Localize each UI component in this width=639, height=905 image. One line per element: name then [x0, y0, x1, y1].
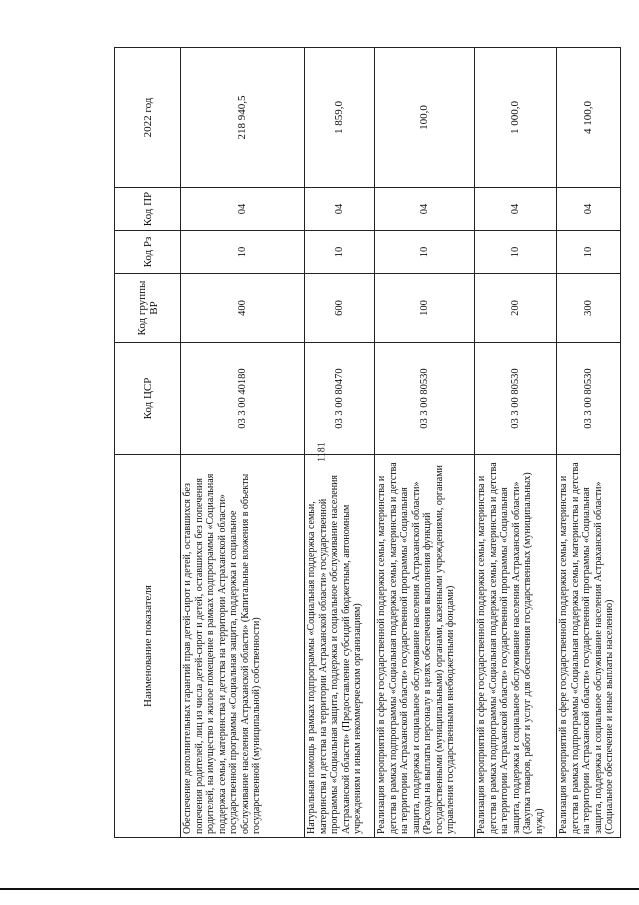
row-csr: 03 3 00 80530 [557, 343, 621, 455]
header-pr: Код ПР [115, 188, 181, 231]
table-row [375, 48, 475, 838]
row-csr: 03 3 00 80530 [375, 343, 475, 455]
header-row [115, 48, 181, 838]
table-row [181, 48, 305, 838]
bottom-rule [0, 888, 639, 890]
row-rz: 10 [305, 231, 375, 274]
row-amount: 218 940,5 [181, 48, 305, 188]
budget-table [114, 47, 621, 838]
page-number: 1181 [316, 442, 328, 462]
row-vr: 200 [475, 274, 557, 343]
table-row [305, 48, 375, 838]
table-row [475, 48, 557, 838]
row-pr: 04 [305, 188, 375, 231]
header-group-vr: Код группы ВР [115, 274, 181, 343]
row-amount: 4 100,0 [557, 48, 621, 188]
row-vr: 300 [557, 274, 621, 343]
row-pr: 04 [181, 188, 305, 231]
row-pr: 04 [475, 188, 557, 231]
row-vr: 400 [181, 274, 305, 343]
budget-table-container [114, 48, 620, 838]
row-name: Реализация мероприятий в сфере государственной поддержки семьи, материнства и детства в рамках подпрограммы «Социальная поддержка семьи, материнства и детства на территории Астраханской области» государственной программы «Социальная защита, поддержка и социальное обслуживание населения Астраханской области» (Расходы на выплаты персоналу в целях обеспечения выполнения функций государственными (муниципальными) органами, казенными учреждениями, органами управления государственными внебюджетными фондами) [375, 455, 475, 838]
row-pr: 04 [375, 188, 475, 231]
row-csr: 03 3 00 80530 [475, 343, 557, 455]
row-amount: 100,0 [375, 48, 475, 188]
row-rz: 10 [475, 231, 557, 274]
table-row [557, 48, 621, 838]
row-name: Натуральная помощь в рамках подпрограммы «Социальная поддержка семьи, материнства и детства на территории Астраханской области» государственной программы «Социальная защита, поддержка и социальное обслуживание населения Астраханской области» (Предоставление субсидий бюджетным, автономным учреждениям и иным некоммерческим организациям) [305, 455, 375, 838]
row-rz: 10 [375, 231, 475, 274]
row-pr: 04 [557, 188, 621, 231]
row-rz: 10 [557, 231, 621, 274]
row-vr: 600 [305, 274, 375, 343]
row-name: Обеспечение дополнительных гарантий прав детей-сирот и детей, оставшихся без попечения родителей, лиц из числа детей-сирот и детей, оставшихся без попечения родителей, на имущество и жилое помещение в рамках подпрограммы «Социальная поддержка семьи, материнства и детства на территории Астраханской области» государственной программы «Социальная защита, поддержка и социальное обслуживание населения Астраханской области» (Капитальные вложения в объекты государственной (муниципальной) собственности) [181, 455, 305, 838]
header-name: Наименование показателя [115, 455, 181, 838]
row-vr: 100 [375, 274, 475, 343]
header-rz: Код Рз [115, 231, 181, 274]
row-amount: 1 000,0 [475, 48, 557, 188]
header-year: 2022 год [115, 48, 181, 188]
row-name: Реализация мероприятий в сфере государственной поддержки семьи, материнства и детства в рамках подпрограммы «Социальная поддержка семьи, материнства и детства на территории Астраханской области» государственной программы «Социальная защита, поддержка и социальное обслуживание населения Астраханской области» (Социальное обеспечение и иные выплаты населению) [557, 455, 621, 838]
row-name: Реализация мероприятий в сфере государственной поддержки семьи, материнства и детства в рамках подпрограммы «Социальная поддержка семьи, материнства и детства на территории Астраханской области» государственной программы «Социальная защита, поддержка и социальное обслуживание населения Астраханской области» (Закупка товаров, работ и услуг для обеспечения государственных (муниципальных) нужд) [475, 455, 557, 838]
row-csr: 03 3 00 40180 [181, 343, 305, 455]
row-csr: 03 3 00 80470 [305, 343, 375, 455]
row-rz: 10 [181, 231, 305, 274]
header-csr: Код ЦСР [115, 343, 181, 455]
row-amount: 1 859,0 [305, 48, 375, 188]
